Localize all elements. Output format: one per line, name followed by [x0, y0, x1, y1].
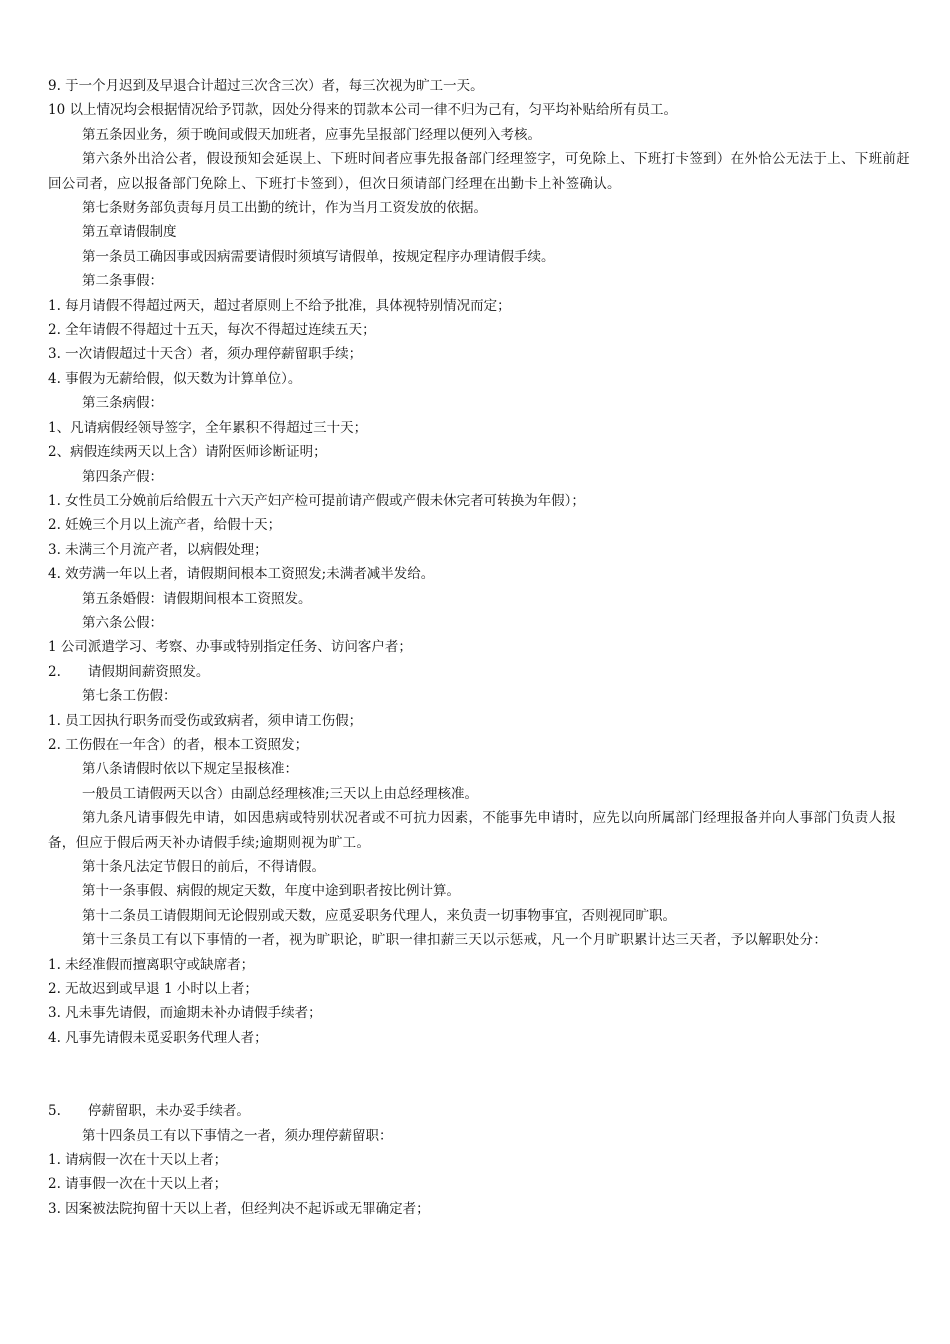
text-line: 第四条产假： — [82, 468, 163, 485]
text-line: 4. 凡事先请假未觅妥职务代理人者； — [48, 1029, 268, 1046]
text-line: 2. 工伤假在一年含）的者，根本工资照发； — [48, 736, 309, 753]
text-line: 4. 事假为无薪给假，似天数为计算单位）。 — [48, 370, 302, 387]
blank-gap — [48, 1050, 910, 1099]
text-line: 1、凡请病假经领导签字，全年累积不得超过三十天； — [48, 419, 368, 436]
text-line: 第七条工伤假： — [82, 688, 177, 705]
text-line: 1. 未经准假而擅离职守或缺席者； — [48, 956, 255, 973]
text-line: 2、病假连续两天以上含）请附医师诊断证明； — [48, 444, 327, 461]
paragraph-article-13: 第十三条员工有以下事情的一者，视为旷职论，旷职一律扣薪三天以示惩戒，凡一个月旷职累计达三天者，予以解职处分： — [82, 932, 828, 949]
text-line: 4. 效劳满一年以上者，请假期间根本工资照发;未满者减半发给。 — [48, 566, 435, 583]
block-a — [48, 74, 910, 147]
text-line: 第十一条事假、病假的规定天数，年度中途到职者按比例计算。 — [82, 883, 460, 900]
text-line: 第十条凡法定节假日的前后，不得请假。 — [82, 859, 325, 875]
text-line: 第五章请假制度 — [82, 224, 177, 241]
text-line: 3. 因案被法院拘留十天以上者，但经判决不起诉或无罪确定者； — [48, 1200, 430, 1217]
block-e — [48, 1099, 910, 1221]
text-line: 第五条婚假：请假期间根本工资照发。 — [82, 590, 312, 607]
text-line: 10 以上情况均会根据情况给予罚款，因处分得来的罚款本公司一律不归为己有，匀平均补贴给所有员工。 — [48, 102, 677, 119]
text-line: 3. 凡未事先请假，而逾期未补办请假手续者； — [48, 1005, 322, 1022]
text-line: 1 公司派遣学习、考察、办事或特别指定任务、访问客户者； — [48, 639, 412, 656]
block-d — [48, 953, 910, 1051]
text-line: 1. 请病假一次在十天以上者； — [48, 1152, 228, 1169]
text-line: 第十二条员工请假期间无论假别或天数，应觅妥职务代理人，来负责一切事物事宜，否则视同旷职。 — [82, 907, 676, 924]
paragraph-article-6: 第六条外出洽公者，假设预知会延误上、下班时间者应事先报备部门经理签字，可免除上、下班打卡签到）在外恰公无法于上、下班前赶回公司者，应以报备部门免除上、下班打卡签到），但次日须请部门经理在出勤卡上补签确认。 — [48, 151, 910, 192]
text-line: 第十四条员工有以下事情之一者，须办理停薪留职： — [82, 1127, 393, 1144]
text-line: 一般员工请假两天以含）由副总经理核准;三天以上由总经理核准。 — [82, 785, 479, 802]
text-line: 第一条员工确因事或因病需要请假时须填写请假单，按规定程序办理请假手续。 — [82, 248, 555, 265]
block-b — [48, 196, 910, 806]
text-line: 3. 未满三个月流产者，以病假处理； — [48, 541, 268, 558]
text-line: 2. 全年请假不得超过十五天，每次不得超过连续五天； — [48, 322, 376, 339]
text-line: 第八条请假时依以下规定呈报核准： — [82, 761, 298, 778]
block-c — [48, 855, 910, 928]
paragraph-article-9: 第九条凡请事假先申请，如因患病或特别状况者或不可抗力因素，不能事先申请时，应先以向所属部门经理报备并向人事部门负责人报备，但应于假后两天补办请假手续;逾期则视为旷工。 — [48, 810, 897, 851]
text-line: 1. 员工因执行职务而受伤或致病者，须申请工伤假； — [48, 712, 363, 729]
text-line: 5. 停薪留职，未办妥手续者。 — [48, 1103, 250, 1120]
text-line: 2. 请假期间薪资照发。 — [48, 663, 210, 680]
text-line: 3. 一次请假超过十天含）者，须办理停薪留职手续； — [48, 346, 363, 363]
text-line: 第六条公假： — [82, 614, 163, 631]
text-line: 1. 女性员工分娩前后给假五十六天产妇产检可提前请产假或产假未休完者可转换为年假）； — [48, 492, 585, 509]
text-line: 第二条事假： — [82, 273, 163, 290]
text-line: 第五条因业务，须于晚间或假天加班者，应事先呈报部门经理以便列入考核。 — [82, 126, 541, 143]
text-line: 2. 无故迟到或早退 1 小时以上者； — [48, 981, 258, 998]
text-line: 2. 请事假一次在十天以上者； — [48, 1176, 228, 1193]
text-line: 1. 每月请假不得超过两天，超过者原则上不给予批准，具体视特别情况而定； — [48, 297, 511, 314]
text-line: 9. 于一个月迟到及早退合计超过三次含三次）者，每三次视为旷工一天。 — [48, 78, 484, 94]
text-line: 第七条财务部负责每月员工出勤的统计，作为当月工资发放的依据。 — [82, 200, 487, 217]
text-line: 2. 妊娩三个月以上流产者，给假十天； — [48, 517, 282, 534]
text-line: 第三条病假： — [82, 395, 163, 412]
